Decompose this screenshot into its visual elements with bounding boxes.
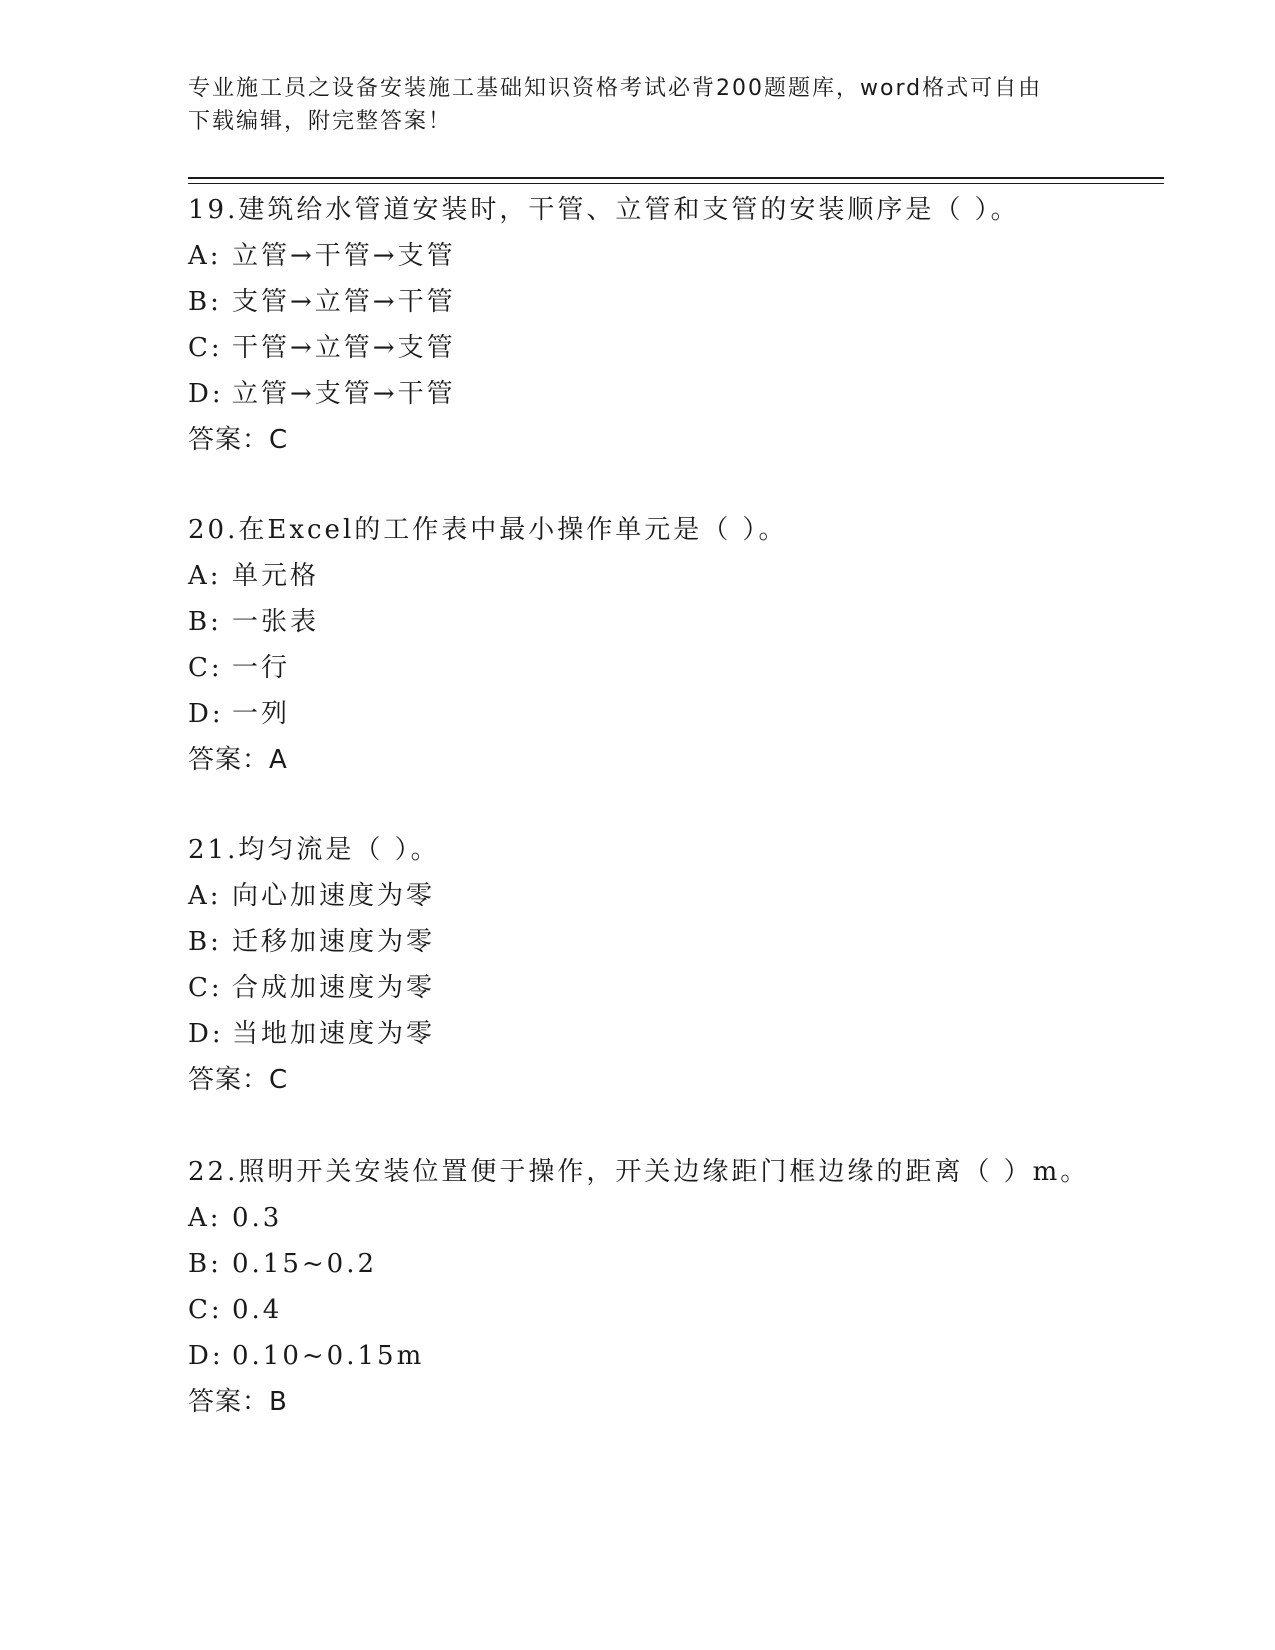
option-label: A: bbox=[188, 241, 222, 271]
question-19 bbox=[188, 187, 1168, 463]
option-label: B: bbox=[188, 1249, 222, 1279]
answer: 答案：B bbox=[188, 1387, 288, 1417]
option-d bbox=[188, 371, 1168, 417]
question-stem: 21.均匀流是（ ）。 bbox=[188, 835, 440, 865]
option-text: 立管→支管→干管 bbox=[232, 379, 456, 409]
option-text: 一行 bbox=[232, 653, 291, 683]
option-label: C: bbox=[188, 1295, 223, 1325]
option-text: 迁移加速度为零 bbox=[232, 927, 436, 957]
option-b bbox=[188, 599, 1168, 645]
option-text: 立管→干管→支管 bbox=[232, 241, 456, 271]
option-label: D: bbox=[188, 1019, 224, 1049]
question-stem: 20.在Excel的工作表中最小操作单元是（ ）。 bbox=[188, 515, 788, 545]
question-stem: 22.照明开关安装位置便于操作，开关边缘距门框边缘的距离（ ）m。 bbox=[188, 1157, 1090, 1187]
answer: 答案：A bbox=[188, 745, 288, 775]
question-20 bbox=[188, 507, 1168, 783]
option-d bbox=[188, 1011, 1168, 1057]
option-a bbox=[188, 233, 1168, 279]
option-text: 一列 bbox=[232, 699, 291, 729]
option-a bbox=[188, 1195, 1168, 1241]
option-text: 当地加速度为零 bbox=[232, 1019, 436, 1049]
header-line-2: 下载编辑，附完整答案！ bbox=[188, 109, 453, 134]
option-label: A: bbox=[188, 561, 222, 591]
option-b bbox=[188, 279, 1168, 325]
option-label: D: bbox=[188, 699, 224, 729]
option-b bbox=[188, 1241, 1168, 1287]
option-c bbox=[188, 965, 1168, 1011]
answer: 答案：C bbox=[188, 425, 289, 455]
option-label: D: bbox=[188, 1341, 224, 1371]
question-21 bbox=[188, 827, 1168, 1103]
option-a bbox=[188, 873, 1168, 919]
header-rule-thin bbox=[188, 183, 1164, 184]
option-text: 0.10~0.15m bbox=[232, 1341, 425, 1371]
option-label: D: bbox=[188, 379, 224, 409]
option-text: 向心加速度为零 bbox=[232, 881, 436, 911]
question-stem: 19.建筑给水管道安装时，干管、立管和支管的安装顺序是（ ）。 bbox=[188, 195, 1020, 225]
option-c bbox=[188, 1287, 1168, 1333]
option-label: C: bbox=[188, 973, 223, 1003]
option-text: 一张表 bbox=[232, 607, 320, 637]
option-text: 干管→立管→支管 bbox=[232, 333, 456, 363]
option-label: B: bbox=[188, 287, 222, 317]
question-22 bbox=[188, 1149, 1168, 1425]
option-b bbox=[188, 919, 1168, 965]
option-text: 合成加速度为零 bbox=[232, 973, 436, 1003]
option-a bbox=[188, 553, 1168, 599]
answer: 答案：C bbox=[188, 1065, 289, 1095]
option-d bbox=[188, 691, 1168, 737]
header-line-1: 专业施工员之设备安装施工基础知识资格考试必背200题题库，word格式可自由 bbox=[188, 76, 1043, 101]
option-text: 0.4 bbox=[232, 1295, 283, 1325]
option-text: 0.3 bbox=[232, 1203, 283, 1233]
header-rule-thick bbox=[188, 177, 1164, 179]
option-label: B: bbox=[188, 927, 222, 957]
option-text: 单元格 bbox=[232, 561, 320, 591]
option-d bbox=[188, 1333, 1168, 1379]
option-text: 0.15~0.2 bbox=[232, 1249, 378, 1279]
option-text: 支管→立管→干管 bbox=[232, 287, 456, 317]
option-label: B: bbox=[188, 607, 222, 637]
option-label: C: bbox=[188, 333, 223, 363]
option-c bbox=[188, 645, 1168, 691]
option-label: C: bbox=[188, 653, 223, 683]
document-header bbox=[188, 72, 1088, 138]
option-label: A: bbox=[188, 881, 222, 911]
option-c bbox=[188, 325, 1168, 371]
option-label: A: bbox=[188, 1203, 222, 1233]
